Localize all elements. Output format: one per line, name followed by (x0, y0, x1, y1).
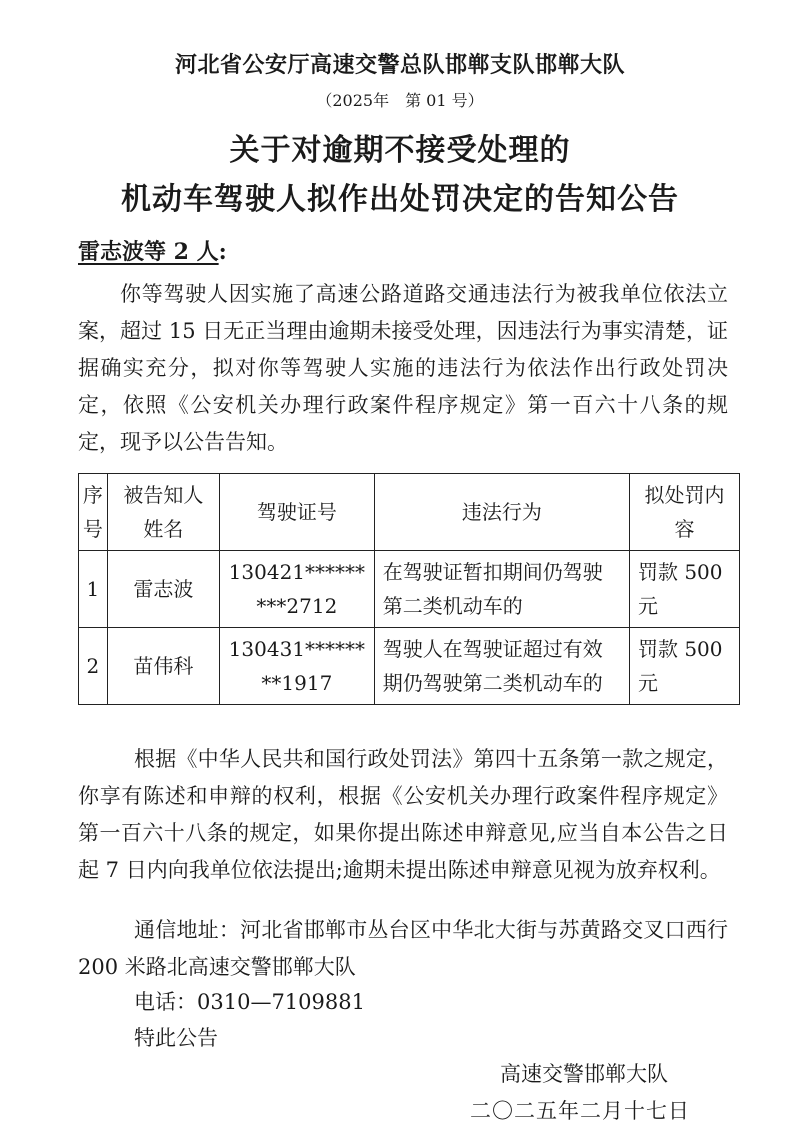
header-violation: 违法行为 (374, 474, 629, 551)
header-license: 驾驶证号 (219, 474, 374, 551)
signature-date: 二〇二五年二月十七日 (470, 1099, 690, 1123)
row-name: 雷志波 (107, 551, 219, 628)
document-number: （2025年 第 01 号） (316, 91, 484, 110)
row-license: 130421*********2712 (219, 551, 374, 628)
notice-title-line-1: 关于对逾期不接受处理的 (229, 133, 571, 168)
signature-unit: 高速交警邯郸大队 (500, 1062, 668, 1086)
row-violation: 驾驶人在驾驶证超过有效期仍驾驶第二类机动车的 (374, 628, 629, 705)
table-header-row (79, 474, 740, 551)
violation-table (78, 473, 740, 705)
row-no: 1 (79, 551, 108, 628)
intro-paragraph: 你等驾驶人因实施了高速公路道路交通违法行为被我单位依法立案，超过 15 日无正当理由逾期未接受处理，因违法行为事实清楚，证据确实充分，拟对你等驾驶人实施的违法行为依法作出行政处罚决定，依照《公安机关办理行政案件程序规定》第一百六十八条的规定，现予以公告告知。 (78, 282, 728, 454)
row-penalty: 罚款 500 元 (629, 628, 739, 705)
row-penalty: 罚款 500 元 (629, 551, 739, 628)
header-name: 被告知人姓名 (107, 474, 219, 551)
address-paragraph: 通信地址：河北省邯郸市丛台区中华北大街与苏黄路交叉口西行 200 米路北高速交警邯郸大队 (78, 918, 728, 979)
row-no: 2 (79, 628, 108, 705)
issuing-organization: 河北省公安厅高速交警总队邯郸支队邯郸大队 (174, 52, 625, 78)
phone-line: 电话：0310—7109881 (134, 990, 365, 1014)
header-penalty: 拟处罚内容 (629, 474, 739, 551)
addressee-name: 雷志波等 2 人 (78, 239, 219, 265)
row-violation: 在驾驶证暂扣期间仍驾驶第二类机动车的 (374, 551, 629, 628)
row-license: 130431********1917 (219, 628, 374, 705)
table-row (79, 628, 740, 705)
rights-paragraph: 根据《中华人民共和国行政处罚法》第四十五条第一款之规定，你享有陈述和申辩的权利，根据《公安机关办理行政案件程序规定》第一百六十八条的规定，如果你提出陈述申辩意见,应当自本公告之日起 7 日内向我单位依法提出;逾期未提出陈述申辩意见视为放弃权利。 (78, 747, 728, 882)
closing-line: 特此公告 (134, 1026, 218, 1050)
addressee (78, 235, 227, 266)
row-name: 苗伟科 (107, 628, 219, 705)
table-row (79, 551, 740, 628)
header-no: 序号 (79, 474, 108, 551)
addressee-colon: : (218, 239, 227, 265)
notice-title-line-2: 机动车驾驶人拟作出处罚决定的告知公告 (121, 182, 679, 217)
